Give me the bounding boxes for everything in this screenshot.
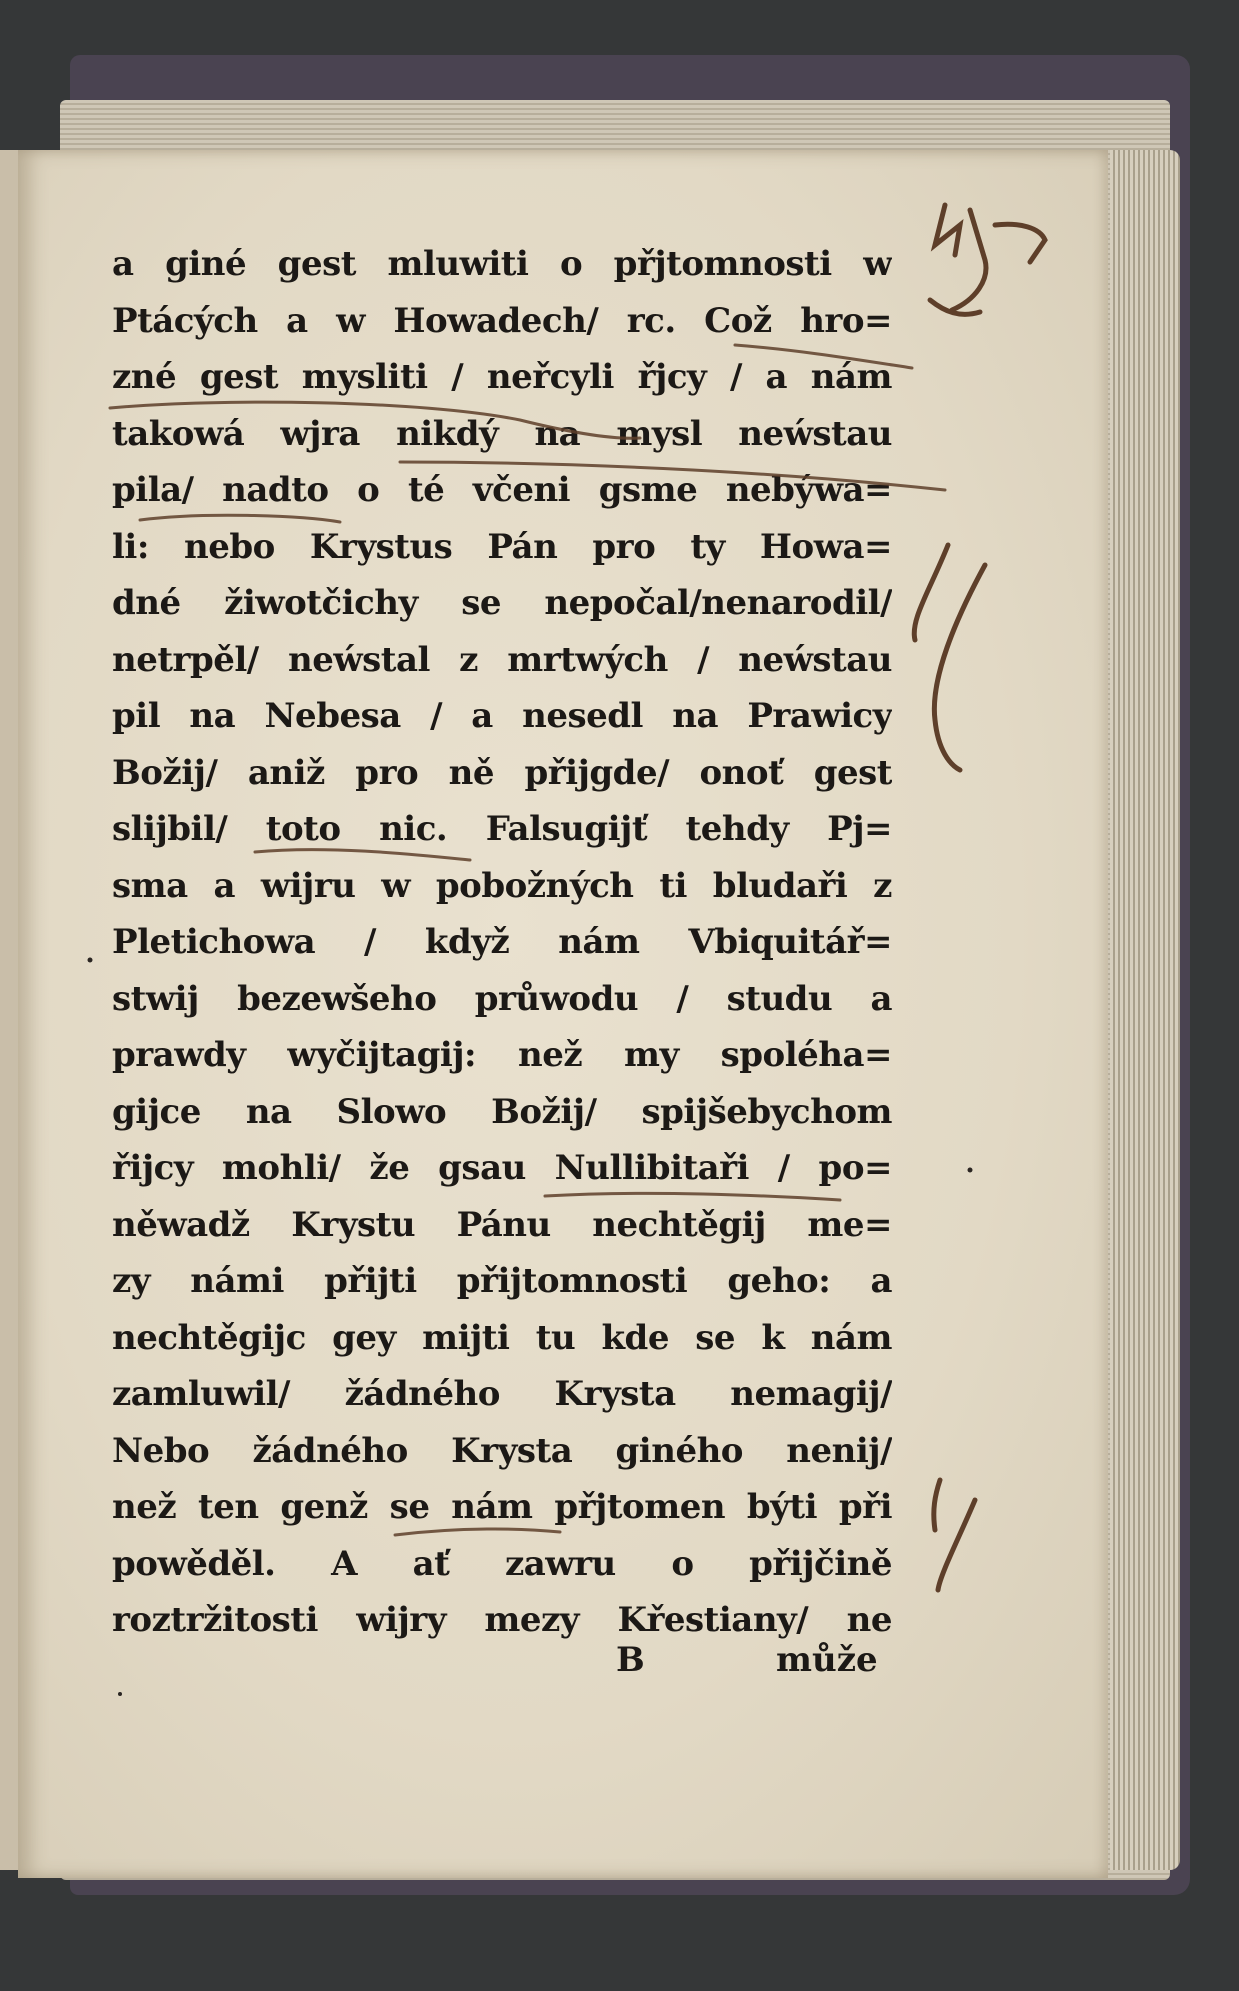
text-line: powěděl. A ať zawru o přijčině xyxy=(112,1543,892,1584)
text-line: pila/ nadto o té včeni gsme nebýwa= xyxy=(112,470,892,510)
margin-mark xyxy=(995,224,1045,262)
text-line: Božij/ aniž pro ně přijgde/ onoť gest xyxy=(112,752,892,793)
text-line: zamluwil/ žádného Krysta nemagij/ xyxy=(112,1374,892,1414)
text-line: netrpěl/ neẃstal z mrtwých / neẃstau xyxy=(112,639,892,680)
text-line: zy námi přijti přijtomnosti geho: a xyxy=(112,1261,892,1301)
margin-mark xyxy=(935,205,960,255)
margin-mark xyxy=(934,1480,940,1530)
margin-mark xyxy=(914,545,948,640)
text-line: slijbil/ toto nic. Falsugijť tehdy Pj= xyxy=(112,809,892,849)
text-line: dné žiwotčichy se nepočal/nenarodil/ xyxy=(112,583,892,623)
text-line: stwij bezewšeho průwodu / studu a xyxy=(112,978,892,1019)
text-line: gijce na Slowo Božij/ spijšebychom xyxy=(112,1091,892,1132)
text-line: pil na Nebesa / a nesedl na Prawicy xyxy=(112,696,892,736)
signature-mark: B xyxy=(616,1640,645,1680)
underline-mark xyxy=(395,1529,560,1535)
text-line: sma a wijru w pobožných ti bludaři z xyxy=(112,865,892,906)
text-line: Ptácých a w Howadech/ rc. Což hro= xyxy=(112,300,892,341)
text-line: než ten genž se nám přjtomen býti při xyxy=(112,1487,892,1527)
underline-marks xyxy=(110,345,945,1535)
margin-bracket-lower xyxy=(934,1480,975,1590)
text-line: něwadž Krystu Pánu nechtěgij me= xyxy=(112,1204,892,1245)
text-line: nechtěgijc gey mijti tu kde se k nám xyxy=(112,1317,892,1358)
text-line: takowá wjra nikdý na mysl neẃstau xyxy=(112,413,892,454)
text-line: Pletichowa / když nám Vbiquitář= xyxy=(112,922,892,962)
text-line: řijcy mohli/ že gsau Nullibitaři / po= xyxy=(112,1148,892,1188)
stray-dots xyxy=(88,958,973,1697)
underline-mark xyxy=(140,515,340,522)
underline-mark xyxy=(400,462,945,490)
underline-mark xyxy=(545,1193,840,1200)
margin-mark-top xyxy=(930,205,1045,314)
margin-mark xyxy=(938,1500,975,1590)
margin-mark xyxy=(934,565,985,770)
underline-mark xyxy=(735,345,912,368)
text-line: Nebo žádného Krysta giného nenij/ xyxy=(112,1430,892,1471)
catchword: může xyxy=(776,1640,878,1680)
text-line: roztržitosti wijry mezy Křestiany/ ne xyxy=(112,1600,892,1640)
text-line: li: nebo Krystus Pán pro ty Howa= xyxy=(112,526,892,567)
text-line: a giné gest mluwiti o přjtomnosti w xyxy=(112,244,892,284)
underline-mark xyxy=(110,402,640,438)
text-line: prawdy wyčijtagij: než my spoléha= xyxy=(112,1035,892,1075)
margin-bracket-middle xyxy=(914,545,985,770)
underline-mark xyxy=(255,850,470,860)
text-line: zné gest mysliti / neřcyli řjcy / a nám xyxy=(112,357,892,397)
